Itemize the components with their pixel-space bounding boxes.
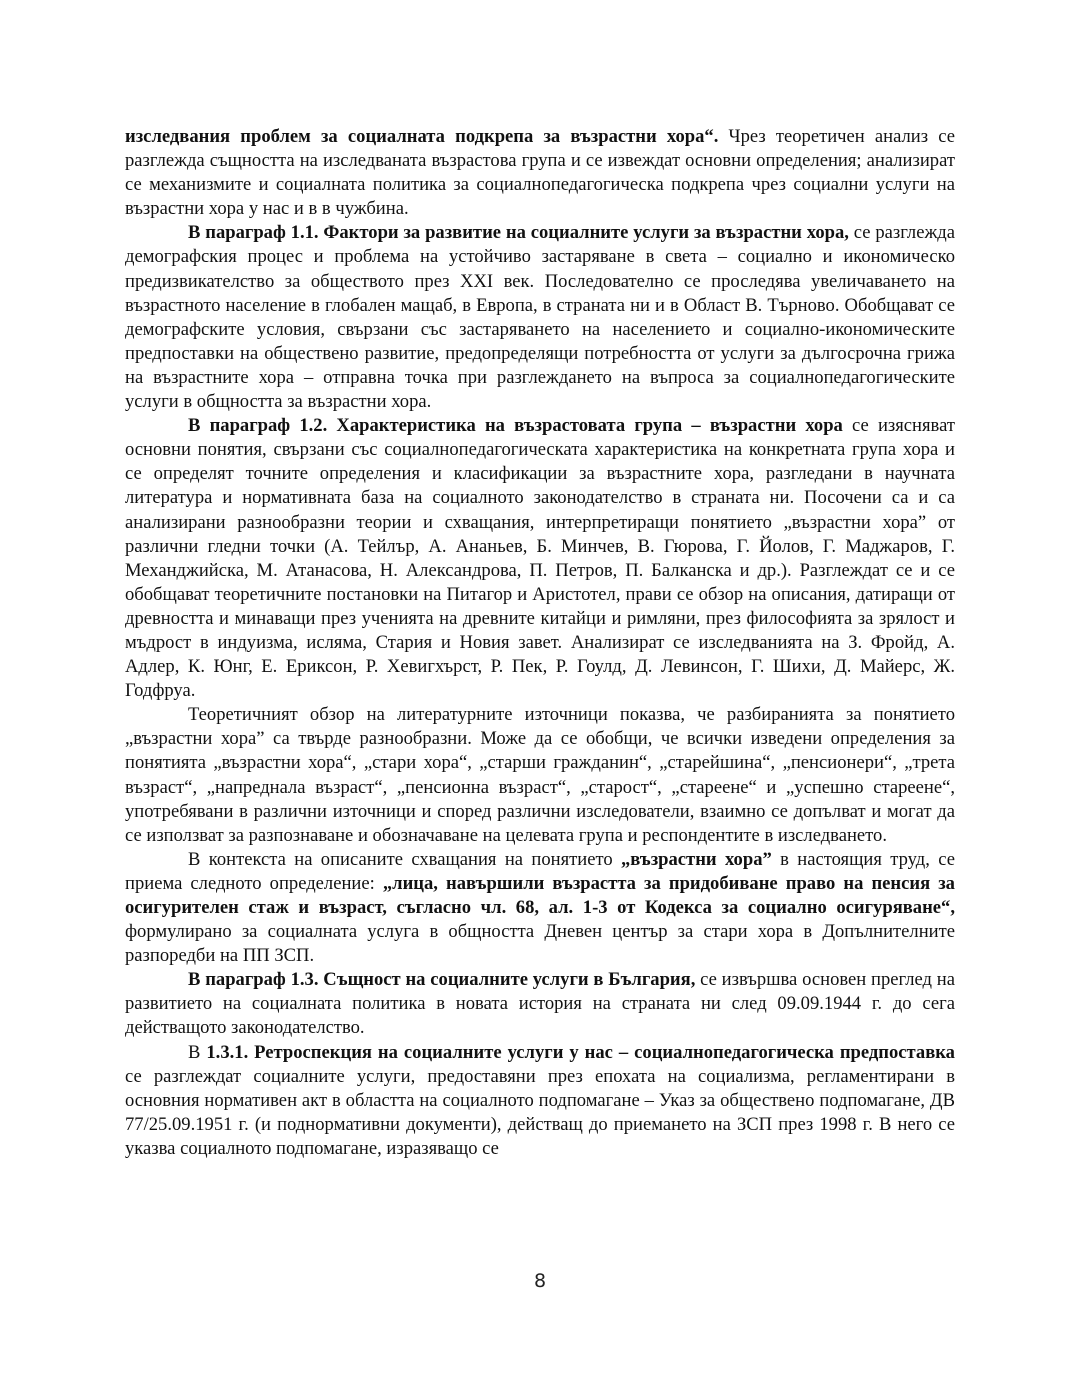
body-text: се разглежда демографския процес и проблема на устойчиво застаряване в света – социално и икономическо предизвикателство за обществото през XXI век. Последователно се проследява увеличаването на възрастното население в глобален мащаб, в Европа, в страната ни и в Област В. Търново. Обобщават се демографските условия, свързани със застаряването на населението и социално-икономическите предпоставки на обществено развитие, предопределящи потребността от услуги за дългосрочна грижа на възрастните хора – отправна точка при разглеждането на въпроса за социалнопедагогическите услуги в общността за възрастни хора. xyxy=(125,222,956,413)
body-text: формулирано за социалната услуга в общността Дневен център за стари хора в Допълнителните разпоредби на ПП ЗСП. xyxy=(125,921,955,967)
bold-text: „лица, навършили възрастта за придобиване право на пенсия за осигурителен стаж и възраст, съгласно чл. 68, ал. 1-3 от Кодекса за социално осигуряване“, xyxy=(125,872,955,918)
body-text: Теоретичният обзор на литературните източници показва, че разбиранията за понятието „възрастни хора” са твърде разнообразни. Може да се обобщи, че всички изведени определения за понятията „възрастни хора“, „стари хора“, „старши гражданин“, „старейшина“, „пенсионери“, „трета възраст“, „напреднала възраст“, „пенсионна възраст“, „старост“, „стареене“ и „успешно стареене“, употребявани в различни източници и според различни изследователи, взаимно се допълват и могат да се използват за разпознаване и обозначаване на целевата група и респондентите в изследването. xyxy=(125,704,955,846)
page-body xyxy=(125,125,955,1161)
body-text: В xyxy=(188,1041,207,1063)
page-number: 8 xyxy=(533,1270,547,1292)
body-text: Чрез теоретичен анализ се разглежда същността на изследваната възрастова група и се извеждат основни определения; анализират се механизмите и социалната политика за социалнопедагогическа подкрепа чрез социални услуги на възрастни хора у нас и в в чужбина. xyxy=(125,126,955,220)
bold-text: В параграф 1.1. Фактори за развитие на социалните услуги за възрастни хора, xyxy=(188,222,849,244)
bold-text: „възрастни хора” xyxy=(620,848,772,870)
body-text: се изясняват основни понятия, свързани със социалнопедагогическата характеристика на конкретната група хора и се определят точните определения и класификации за възрастните хора, разгледани в научната литература и нормативната база на социалното законодателство в страната ни. Посочени са и са анализирани разнообразни теории и схващания, интерпретиращи понятието „възрастни хора” от различни гледни точки (А. Тейлър, А. Ананьев, Б. Минчев, В. Гюрова, Г. Йолов, Г. Маджаров, Г. Механджийска, М. Атанасова, Н. Александрова, П. Петров, П. Балканска и др.). Разглеждат се и се обобщават теоретичните постановки на Питагор и Аристотел, прави се обзор на описания, датиращи от древността и минаващи през ученията на древните китайци и римляни, през философията за зрялост и мъдрост в индуизма, исляма, Стария и Новия завет. Анализират се изследванията на З. Фройд, А. Адлер, К. Юнг, Е. Ериксон, Р. Хевигхърст, Р. Пек, Р. Гоулд, Д. Левинсон, Г. Шихи, Д. Майерс, Ж. Годфруа. xyxy=(125,415,955,702)
body-text: В контекста на описаните схващания на понятието xyxy=(188,848,621,870)
paragraph-intro xyxy=(125,125,955,221)
paragraph-definition xyxy=(125,848,955,968)
bold-text: В параграф 1.3. Същност на социалните услуги в България, xyxy=(188,969,696,991)
bold-text: изследвания проблем за социалната подкрепа за възрастни хора“. xyxy=(125,126,719,147)
body-text: се извършва основен преглед на развитието на социалната политика в новата история на страната ни след 09.09.1944 г. до сега действащото законодателство. xyxy=(125,969,955,1039)
paragraph-theoretical-review xyxy=(125,703,955,848)
paragraph-section-1-3 xyxy=(125,968,955,1040)
bold-text: 1.3.1. Ретроспекция на социалните услуги у нас – социалнопедагогическа предпоставка xyxy=(206,1041,955,1063)
paragraph-section-1-3-1 xyxy=(125,1041,955,1161)
body-text: се разглеждат социалните услуги, предоставяни през епохата на социализма, регламентирани в основния нормативен акт в областта на социалното подпомагане – Указ за обществено подпомагане, ДВ 77/25.09.1951 г. (и подноpмативни документи), действащ до приемането на ЗСП през 1998 г. В него се указва социалното подпомагане, изразяващо се xyxy=(125,1065,955,1159)
bold-text: В параграф 1.2. Характеристика на възрастовата група – възрастни хора xyxy=(188,415,843,437)
paragraph-section-1-1 xyxy=(125,221,955,414)
body-text: в настоящия труд, се приема следното определение: xyxy=(125,848,955,894)
paragraph-section-1-2 xyxy=(125,414,955,703)
